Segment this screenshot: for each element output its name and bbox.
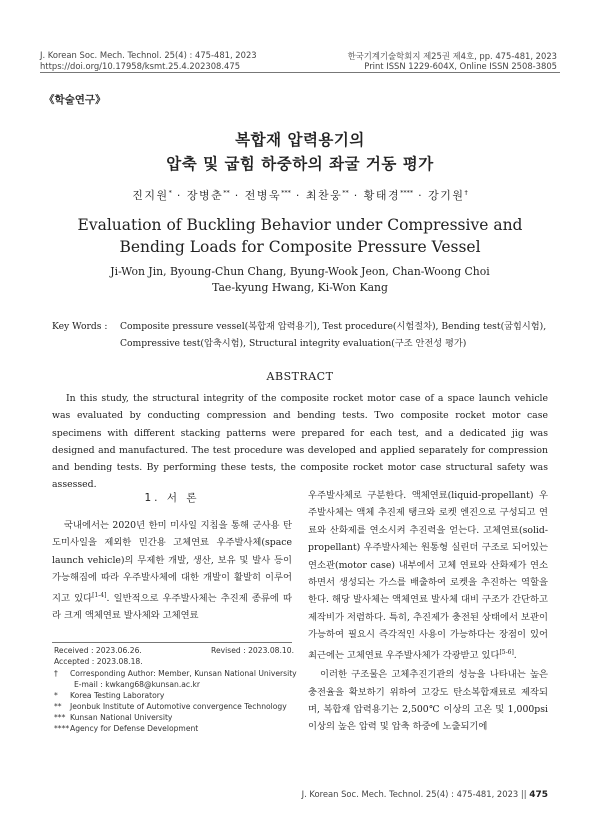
corresponding-author (54, 669, 297, 678)
body-column-left (52, 517, 292, 625)
author-ko: 전병욱 (244, 189, 282, 202)
keywords-text (120, 318, 600, 352)
paragraph (308, 487, 548, 664)
author-ko: 장병춘 (186, 189, 224, 202)
author-mark: **** (400, 188, 414, 197)
issn-info: Print ISSN 1229-604X, Online ISSN 2508-3805 (364, 61, 557, 71)
affiliation-mark: **** (54, 724, 70, 733)
author-mark: * (168, 188, 172, 197)
author-ko: 황태경 (363, 189, 401, 202)
authors-en-line2: Tae-kyung Hwang, Ki-Won Kang (212, 281, 388, 294)
abstract-text: In this study, the structural integrity of the composite rocket motor case of a space launch vehicle was evaluated by conducting compression and bending tests. Two composite rocket motor case specimens with different stacking patterns were prepared for each test, and a dedicated jig was designed and manufactured. The test procedure was developed and applied separately for compression and bending tests. By performing these tests, the composite rocket motor case structural safety was assessed. (52, 393, 548, 491)
affiliation (54, 713, 294, 722)
paragraph: 이러한 구조물은 고체추진기관의 성능을 나타내는 높은 충전율을 확보하기 위하여 고강도 탄소복합재료로 제작되며, 복합재 압력용기는 2,500℃ 이상의 고온 및 1,000psi 이상의 높은 압력 및 압축 하중에 노출되기에 (308, 669, 548, 733)
paragraph-text: . 일반적으로 우주발사체는 추진제 종류에 따라 크게 액체연료 발사체와 고체연료 (52, 592, 292, 622)
header-divider (40, 72, 560, 73)
author-ko: 진지원 (132, 189, 169, 202)
journal-citation-ko: 한국기계기술학회지 제25권 제4호, pp. 475-481, 2023 (347, 51, 557, 61)
keywords-line: Composite pressure vessel(복합재 압력용기), Test procedure(시험절차), Bending test(굽힘시험), (120, 321, 547, 332)
accepted-date: Accepted : 2023.08.18. (54, 657, 143, 666)
page-number: 475 (529, 790, 548, 800)
author-sep: · (171, 189, 187, 202)
title-ko-line2: 압축 및 굽힘 하중하의 좌굴 거동 평가 (166, 155, 434, 173)
received-date (54, 646, 294, 655)
affiliation-text: Korea Testing Laboratory (70, 691, 165, 700)
affiliation-text: Agency for Defense Development (70, 724, 199, 733)
affiliation-text: Jeonbuk Institute of Automotive convergence Technology (70, 702, 287, 711)
author-sep: · (229, 189, 245, 202)
author-mark: *** (281, 188, 291, 197)
author-mark: ** (223, 188, 230, 197)
title-ko-line1: 복합재 압력용기의 (235, 131, 365, 149)
affiliation-mark: ** (54, 702, 62, 711)
affiliation-mark: * (54, 691, 58, 700)
paragraph-text: 우주발사체로 구분한다. 액체연료(liquid-propellant) 우주발사체는 액체 추진제 탱크와 로켓 엔진으로 구성되고 연료와 산화제를 연소시켜 추진력을 얻는다. 고체연료(solid-propellant) 우주발사체는 원통형 실린더 구조로 되어있는 연소관(motor case) 내부에서 고체 연료와 산화제가 연소하면서 생성되는 가스를 배출하여 로켓을 추진하는 역할을 한다. 해당 발사체는 액체연료 발사체 대비 구조가 간단하고 제작비가 저렴하다. 특히, 추진제가 충전된 상태에서 보관이 가능하여 필요시 즉각적인 사용이 가능하다는 장점이 있어 최근에는 고체연료 우주발사체가 각광받고 있다 (308, 490, 548, 661)
page-footer (302, 789, 548, 800)
article-category: 《학술연구》 (44, 94, 106, 106)
author-ko: 최찬웅 (305, 189, 343, 202)
corresponding-text: Corresponding Author: Member, Kunsan National University (70, 669, 297, 678)
affiliation-mark: *** (54, 713, 66, 722)
citation-ref[interactable]: [5-6] (499, 648, 514, 656)
author-sep: · (413, 189, 429, 202)
section-heading: 1. 서 론 (144, 492, 200, 504)
author-email[interactable]: E-mail : kwkang68@kunsan.ac.kr (74, 680, 200, 689)
affiliation (54, 702, 294, 711)
doi-link[interactable]: https://doi.org/10.17958/ksmt.25.4.202308.475 (40, 61, 241, 71)
paragraph-text: 국내에서는 2020년 한미 미사일 지침을 통해 군사용 탄도미사일을 제외한 민간용 고체연료 우주발사체(space launch vehicle)의 무제한 개발, 생산, 보유 및 발사 등이 가능해짐에 따라 우주발사체에 대한 개발이 활발히 이루어지고 있다 (52, 520, 292, 604)
footnote-divider (52, 642, 292, 643)
journal-citation: J. Korean Soc. Mech. Technol. 25(4) : 475-481, 2023 (40, 50, 257, 60)
title-en-line2: Bending Loads for Composite Pressure Vessel (119, 238, 481, 256)
title-en-line1: Evaluation of Buckling Behavior under Compressive and (77, 216, 523, 234)
author-mark: † (464, 188, 468, 197)
author-sep: · (348, 189, 364, 202)
affiliation-text: Kunsan National University (70, 713, 173, 722)
body-column-right (308, 487, 548, 736)
author-mark: ** (342, 188, 349, 197)
authors-en-line1: Ji-Won Jin, Byoung-Chun Chang, Byung-Wook Jeon, Chan-Woong Choi (110, 265, 490, 278)
received-label: Received : 2023.06.26. (54, 646, 142, 655)
affiliation (54, 724, 294, 733)
abstract-heading: ABSTRACT (266, 370, 334, 383)
affiliation (54, 691, 294, 700)
paragraph-text: . (513, 649, 517, 661)
footer-citation: J. Korean Soc. Mech. Technol. 25(4) : 475-481, 2023 || (301, 789, 527, 799)
authors-ko (0, 187, 600, 203)
revised-date: Revised : 2023.08.10. (211, 646, 294, 655)
keywords-line: Compressive test(압축시험), Structural integrity evaluation(구조 안전성 평가) (120, 338, 467, 349)
citation-ref[interactable]: [1-4] (92, 591, 107, 599)
author-sep: · (290, 189, 306, 202)
dagger-mark: † (54, 669, 58, 678)
author-ko: 강기원 (428, 189, 465, 202)
keywords-label: Key Words : (52, 321, 108, 332)
